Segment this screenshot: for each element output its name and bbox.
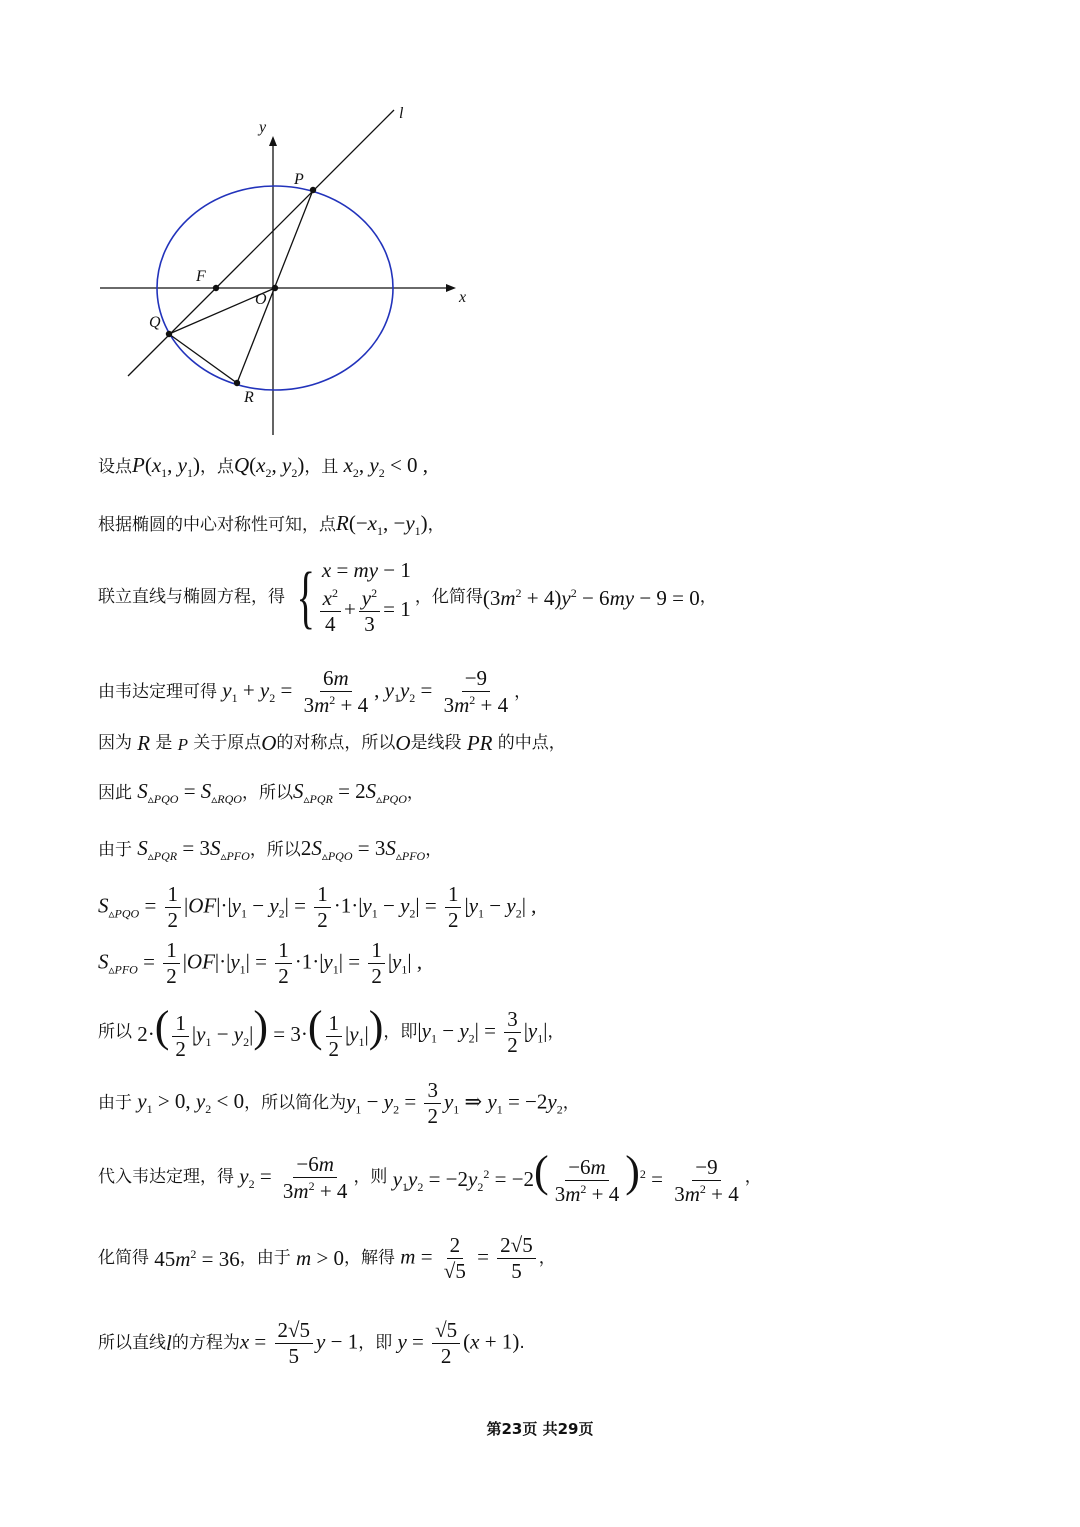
text-line-8: $S_{▵PQO}$ = $\frac{1}{2}$ $|OF|\cdot|y_1 - y_2|$ = $\frac{1}{2}$ $\cdot 1\cdot|y_1 - y_2|$ = $\frac{1}{2}$ $|y_1 - y_2|$ , [98,882,537,932]
point-F [213,285,219,291]
text-line-14: 所以直线 l 的方程为 x = $\frac{2√5}{5}$ y − 1 ，即 y = $\frac{√5}{2}$ (x + 1) . [98,1318,525,1368]
label-O: O [255,291,267,308]
segment-QR [169,334,237,383]
label-y: y [259,119,267,136]
point-O [272,285,278,291]
text-line-12: 代入韦达定理，得 $y_2$ = $\frac{-6m}{3m^2 + 4}$ ，则 $y_1y_2 = -2y_2^2 = -2$( $\frac{-6m}{3m^2 + 4}$ )$^2$ = $\frac{-9}{3m^2 + 4}$ ， [98,1147,762,1207]
text-line-3: 联立直线与椭圆方程，得 { x = my − 1 $\frac{x^2}{4}$ + $\frac{y^2}{3}$ = 1 ，化简得 $(3m^2 + 4)y^2 - 6my - 9 = 0$ ， [98,558,717,636]
text-line-11: 由于 $y_1 > 0$, $y_2 < 0$ ，所以简化为 $y_1 - y_2$ = $\frac{3}{2}$ $y_1$ ⇒ $y_1 = -2y_2$ ， [98,1078,580,1128]
text-line-6: 因此 $S_{▵PQO} = S_{▵RQO}$ ，所以 $S_{▵PQR} = 2S_{▵PQO}$ ， [98,779,424,807]
point-Q [166,331,172,337]
text-line-5: 因为 R 是 P 关于原点 O 的对称点，所以 O 是线段 PR 的中点， [98,731,566,755]
label-l: l [399,105,404,122]
label-R: R [244,389,254,406]
point-R [234,380,240,386]
point-P [310,187,316,193]
text-line-7: 由于 $S_{▵PQR} = 3S_{▵PFO}$ ，所以 $2S_{▵PQO} = 3S_{▵PFO}$ ， [98,836,443,864]
text-line-1: 设点 $P(x_1$, $y_1$) ，点 $Q(x_2$, $y_2$) ，且 $x_2$, $y_2 < 0$ , [98,453,429,481]
page-footer: 第23页 共29页 [486,1420,594,1438]
label-Q: Q [149,314,161,331]
ellipse-figure [95,95,485,440]
text-line-2: 根据椭圆的中心对称性可知，点 $R(-x_1$, $-y_1$) ， [98,511,445,539]
label-x: x [459,289,467,306]
text-line-10: 所以 2·( $\frac{1}{2}$ $|y_1 - y_2|) = 3\cdot$( $\frac{1}{2}$ $|y_1|$) ，即 $|y_1 - y_2|$ = $\frac{3}{2}$ $|y_1|$ ， [98,1002,565,1061]
x-axis-arrow [446,284,456,292]
text-line-9: $S_{▵PFO}$ = $\frac{1}{2}$ $|OF|\cdot|y_1|$ = $\frac{1}{2}$ $\cdot 1\cdot|y_1|$ = $\frac{1}{2}$ $|y_1|$ , [98,938,423,988]
text-line-13: 化简得 $45m^2 = 36$ ，由于 m > 0 ，解得 m = $\frac{2}{√5}$ = $\frac{2√5}{5}$ ， [98,1233,556,1283]
y-axis-arrow [269,136,277,146]
label-P: P [294,171,304,188]
label-F: F [196,268,206,285]
text-line-4: 由韦达定理可得 $y_1 + y_2$ = $\frac{6m}{3m^2 + 4}$ , $y_1y_2$ = $\frac{-9}{3m^2 + 4}$ ， [98,666,532,717]
